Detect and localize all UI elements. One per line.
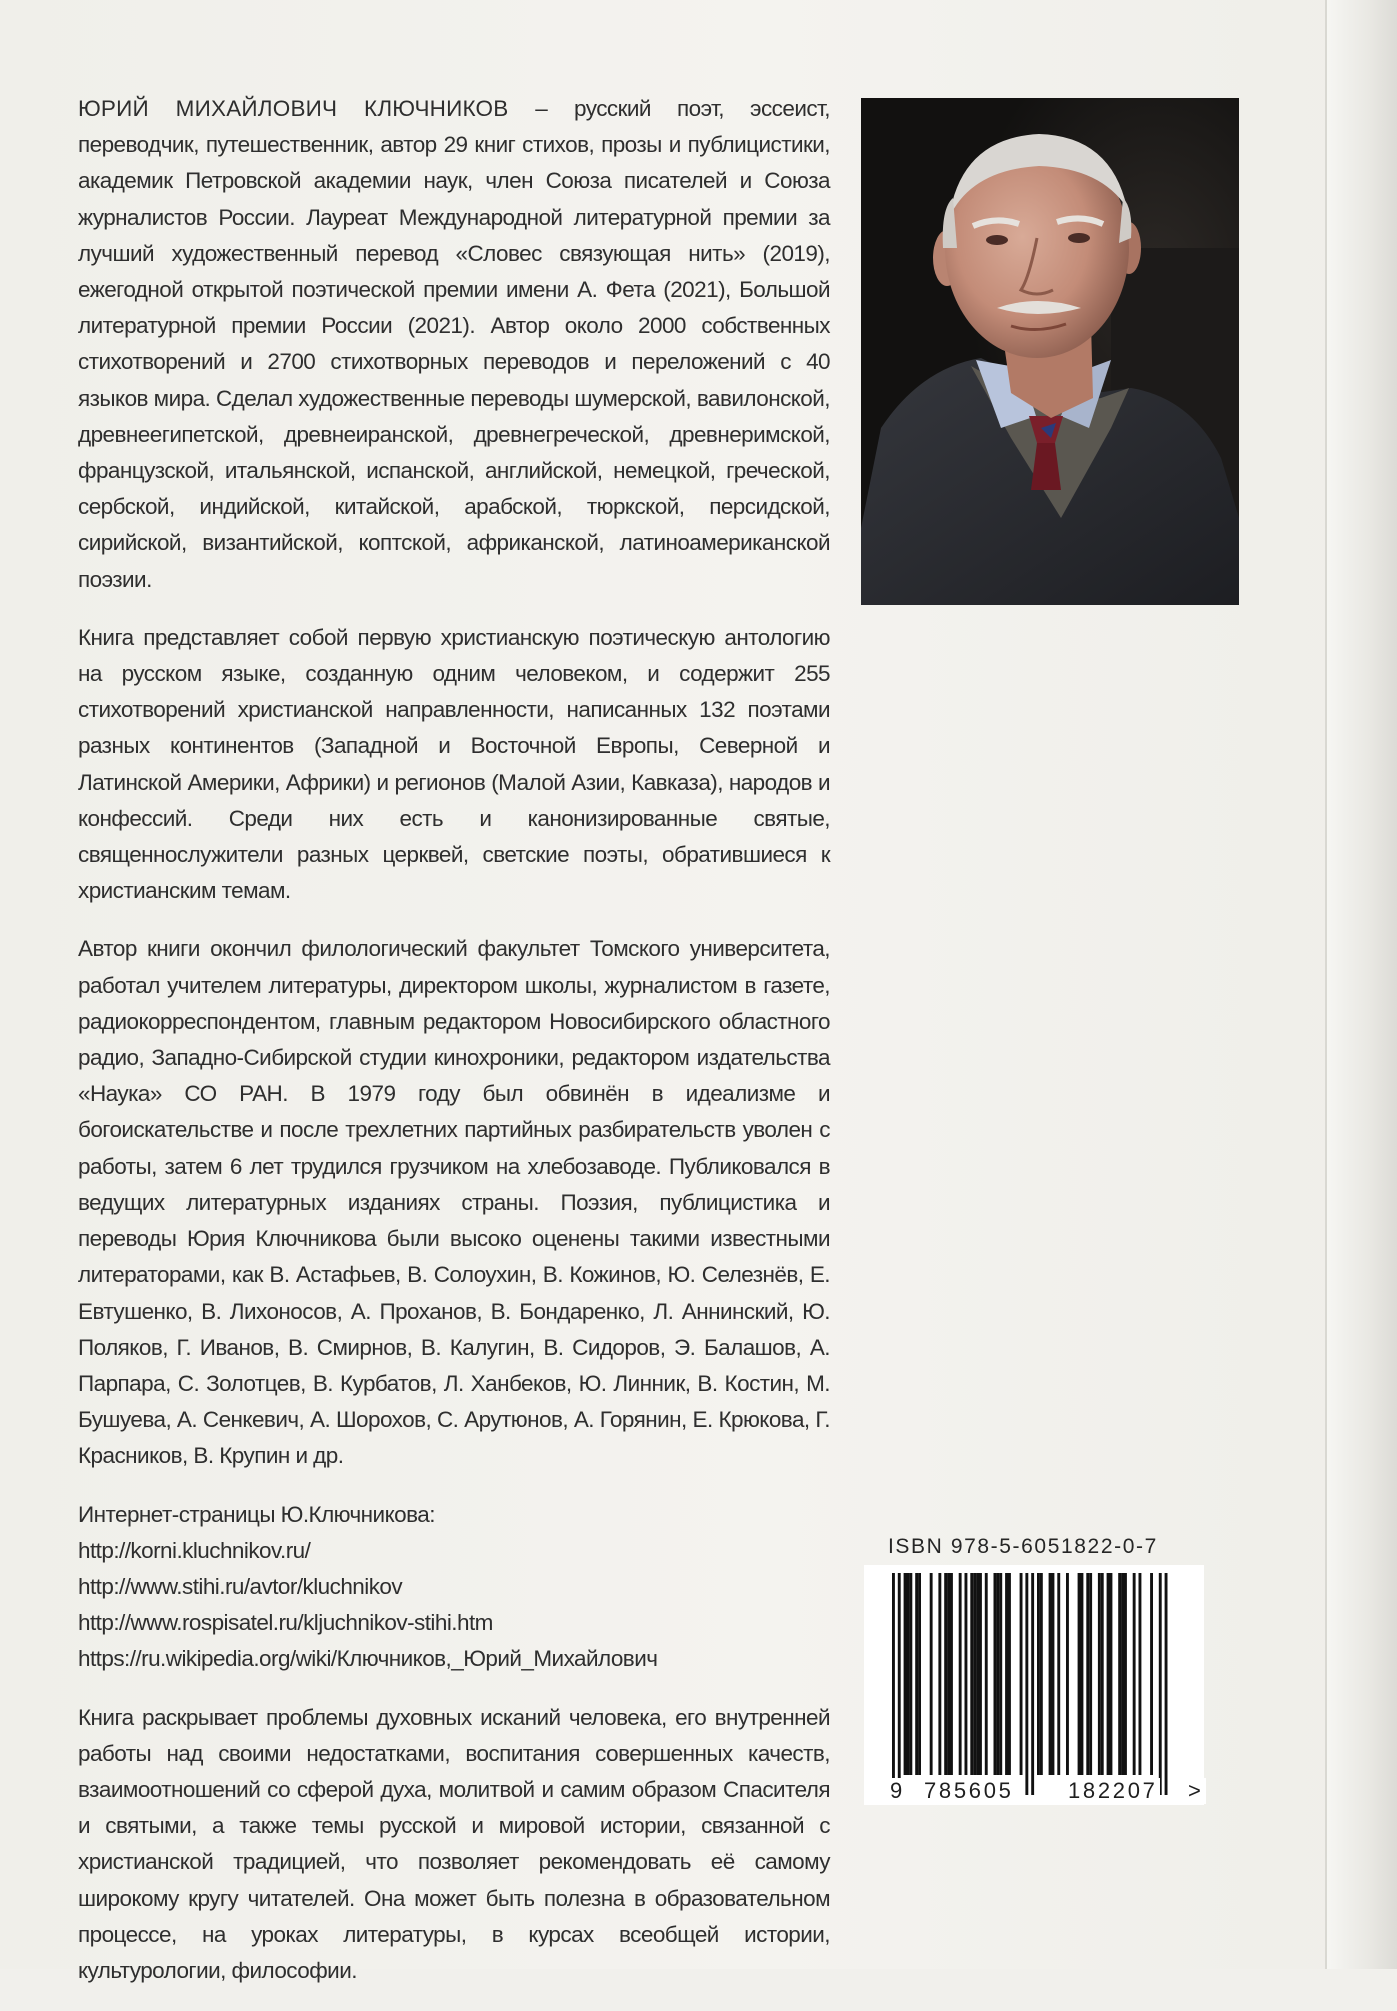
barcode-bar (994, 1573, 997, 1775)
barcode-bar (1089, 1573, 1092, 1775)
barcode-guard-bar (892, 1573, 895, 1795)
barcode-guard-bar (1025, 1573, 1028, 1795)
barcode-bars (864, 1565, 1204, 1805)
barcode-bar (944, 1573, 947, 1775)
barcode-bar (996, 1573, 999, 1775)
barcode-bar (909, 1573, 912, 1775)
barcode-bar (1133, 1573, 1136, 1775)
barcode-bar (985, 1573, 988, 1775)
barcode-digit-lead: 9 (890, 1778, 905, 1803)
barcode-bar (907, 1573, 910, 1775)
barcode-bar (1049, 1573, 1052, 1775)
barcode-bar (970, 1573, 973, 1775)
barcode-digits-left: 785605 (924, 1778, 1014, 1803)
barcode-guard-bar (1165, 1573, 1168, 1795)
author-name: ЮРИЙ МИХАЙЛОВИЧ КЛЮЧНИКОВ – (78, 96, 548, 121)
barcode-bar (1040, 1573, 1043, 1775)
barcode-guard-bar (1031, 1573, 1034, 1795)
link-url: http://www.rospisatel.ru/kljuchnikov-stihi.htm (78, 1610, 493, 1636)
barcode-bar (1081, 1573, 1084, 1775)
internet-links-block (78, 1497, 830, 1678)
link-url: http://korni.kluchnikov.ru/ (78, 1537, 311, 1563)
barcode-bar (1139, 1573, 1142, 1775)
author-portrait-photo (861, 98, 1239, 605)
barcode-bar (1057, 1573, 1060, 1775)
barcode-guard-bar (898, 1573, 901, 1795)
anthology-paragraph: Книга представляет собой первую христианскую поэтическую антологию на русском языке, созданную одним человеком, и содержит 255 стихотворений христианской направленности, написанных 132 поэтами разных континентов (Западной и Восточной Европы, Северной и Латинской Америки, Африки) и регионов (Малой Азии, Кавказа), народов и конфессий. Среди них есть и канонизированные святые, священнослужители разных церквей, светские поэты, обратившиеся к христианским темам. (78, 624, 830, 904)
barcode-bar (1052, 1573, 1055, 1775)
author-bio-text: русский поэт, эссеист, переводчик, путешественник, автор 29 книг стихов, прозы и публицистики, академик Петровской академии наук, член Союза писателей и Союза журналистов России. Лауреат Международной литературной премии за лучший художественный перевод «Словес связующая нить» (2019), ежегодной открытой поэтической премии имени А. Фета (2021), Большой литературной премии России (2021). Автор около 2000 собственных стихотворений и 2700 стихотворных переводов и переложений с 40 языков мира. Сделал художественные переводы шумерской, вавилонской, древнеегипетской, древнеиранской, древнегреческой, древнеримской, французской, итальянской, испанской, английской, немецкой, греческой, сербской, индийской, китайской, арабской, тюркской, персидской, сирийской, византийской, коптской, африканской, латиноамериканской поэзии. (78, 96, 830, 592)
barcode-bar (1037, 1573, 1040, 1775)
barcode-bar (1107, 1573, 1110, 1775)
barcode-bar (965, 1573, 968, 1775)
links-heading: Интернет-страницы Ю.Ключникова: (78, 1501, 435, 1527)
isbn-label: ISBN 978-5-6051822-0-7 (888, 1535, 1158, 1558)
book-spine-edge (1325, 0, 1397, 1969)
barcode-bar (1118, 1573, 1121, 1775)
barcode-bar (1150, 1573, 1153, 1775)
author-portrait (861, 98, 1239, 605)
barcode-bar (938, 1573, 941, 1775)
barcode-bar (979, 1573, 982, 1775)
author-bio-paragraph (78, 91, 830, 598)
barcode-bar (1020, 1573, 1023, 1775)
barcode-bar (1008, 1573, 1011, 1775)
barcode-bar (1098, 1573, 1101, 1775)
barcode-bar (930, 1573, 933, 1775)
barcode-bar (950, 1573, 953, 1775)
barcode-digits-right: 182207 (1068, 1778, 1158, 1803)
isbn-barcode (864, 1565, 1204, 1805)
barcode-bar (976, 1573, 979, 1775)
barcode-bar (1101, 1573, 1104, 1775)
link-url: http://www.stihi.ru/avtor/kluchnikov (78, 1573, 403, 1599)
barcode-bar (918, 1573, 921, 1775)
barcode-bar (1121, 1573, 1124, 1775)
barcode-bar (947, 1573, 950, 1775)
barcode-bar (1066, 1573, 1069, 1775)
barcode-bar (1110, 1573, 1113, 1775)
barcode-bar (915, 1573, 918, 1775)
barcode-bar (973, 1573, 976, 1775)
barcode-bar (1124, 1573, 1127, 1775)
link-url: https://ru.wikipedia.org/wiki/Ключников,_Юрий_Михайлович (78, 1646, 658, 1672)
barcode-bar (959, 1573, 962, 1775)
barcode-guard-bar (1159, 1573, 1162, 1795)
barcode-quiet-mark: > (1188, 1778, 1204, 1803)
barcode-bar (1078, 1573, 1081, 1775)
barcode-bar (1086, 1573, 1089, 1775)
cover-text-column (78, 91, 830, 2011)
barcode-bar (904, 1573, 907, 1775)
barcode-bar (999, 1573, 1002, 1775)
career-paragraph: Автор книги окончил филологический факультет Томского университета, работал учителем литературы, директором школы, журналистом в газете, радиокорреспондентом, главным редактором Новосибирского областного радио, Западно-Сибирской студии кинохроники, редактором издательства «Наука» СО РАН. В 1979 году был обвинён в идеализме и богоискательстве и после трехлетних партийных разбирательств уволен с работы, затем 6 лет трудился грузчиком на хлебозаводе. Публиковался в ведущих литературных изданиях страны. Поэзия, публицистика и переводы Юрия Ключникова были высоко оценены такими известными литераторами, как В. Астафьев, В. Солоухин, В. Кожинов, Ю. Селезнёв, Е. Евтушенко, В. Лихоносов, А. Проханов, В. Бондаренко, Л. Аннинский, Ю. Поляков, Г. Иванов, В. Смирнов, В. Калугин, В. Сидоров, Э. Балашов, А. Парпара, С. Золотцев, В. Курбатов, Л. Ханбеков, Ю. Линник, В. Костин, М. Бушуева, А. Сенкевич, А. Шорохов, С. Арутюнов, А. Горянин, Е. Крюкова, Г. Красников, В. Крупин и др. (78, 936, 830, 1469)
barcode-bar (1005, 1573, 1008, 1775)
closing-paragraph: Книга раскрывает проблемы духовных исканий человека, его внутренней работы над своими недостатками, воспитания совершенных качеств, взаимоотношений со сферой духа, молитвой и самим образом Спасителя и святыми, а также темы русской и мировой истории, связанной с христианской традицией, что позволяет рекомендовать её самому широкому кругу читателей. Она может быть полезна в образовательном процессе, на уроках литературы, в курсах всеобщей истории, культурологии, философии. (78, 1704, 830, 1983)
